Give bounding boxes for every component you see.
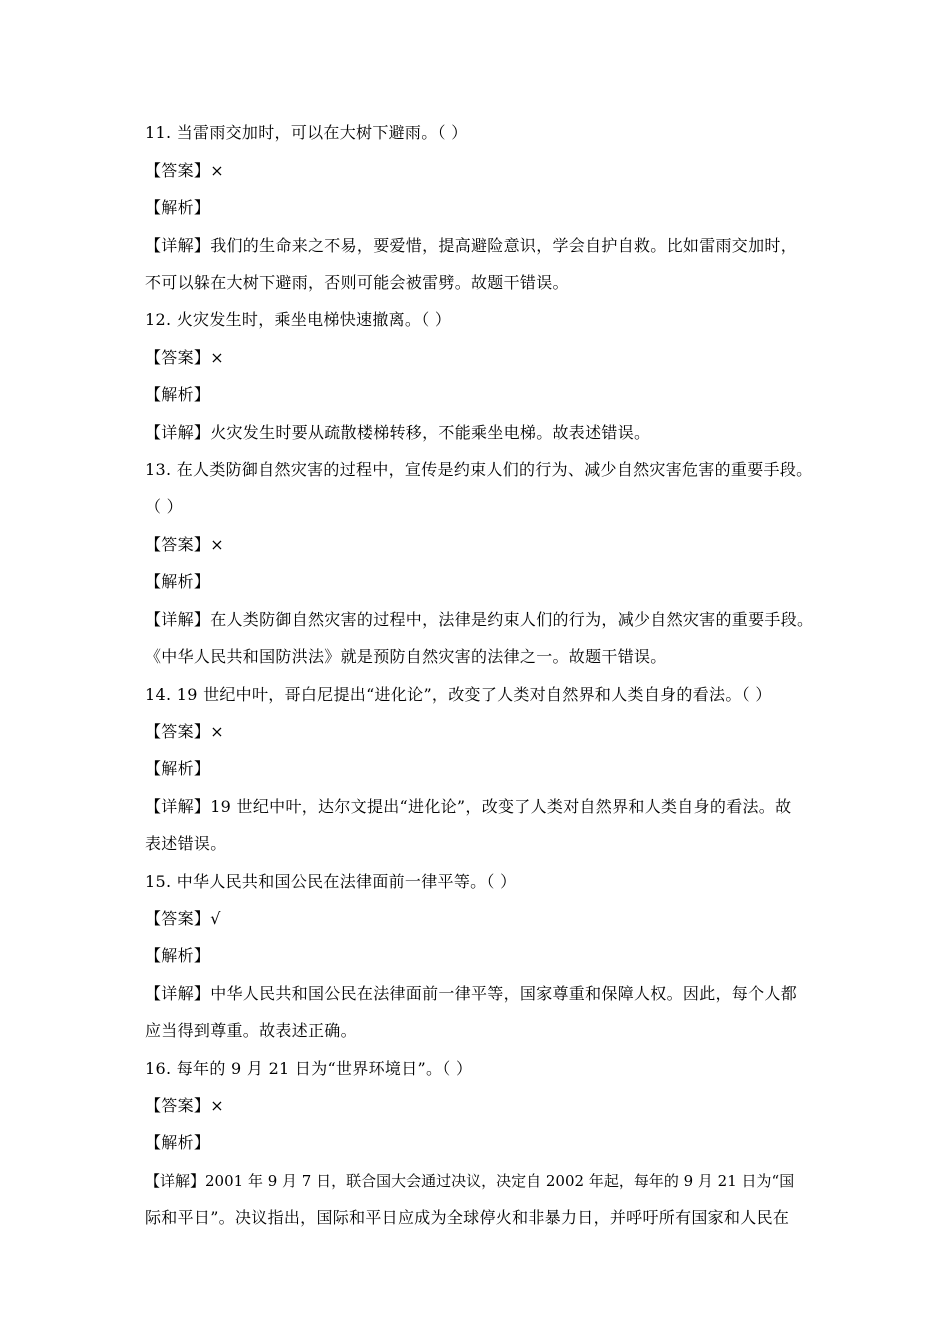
answer-16 bbox=[145, 1094, 815, 1118]
answer-label: 【答案】 bbox=[145, 722, 211, 741]
detail-label: 【详解】 bbox=[145, 1172, 206, 1190]
question-15-text: 15. 中华人民共和国公民在法律面前一律平等。（ ） bbox=[145, 872, 517, 891]
detail-12-line-1 bbox=[145, 421, 815, 445]
analysis-13-label: 【解析】 bbox=[145, 572, 211, 591]
answer-13 bbox=[145, 533, 815, 557]
answer-value: × bbox=[210, 161, 224, 180]
question-13-text: 13. 在人类防御自然灾害的过程中，宣传是约束人们的行为、减少自然灾害危害的重要手段。 bbox=[145, 460, 813, 479]
detail-15-line-1 bbox=[145, 982, 815, 1006]
detail-label: 【详解】 bbox=[145, 236, 211, 255]
detail-text: 火灾发生时要从疏散楼梯转移，不能乘坐电梯。故表述错误。 bbox=[210, 423, 651, 442]
analysis-16-label: 【解析】 bbox=[145, 1133, 211, 1152]
answer-label: 【答案】 bbox=[145, 161, 211, 180]
analysis-12-label: 【解析】 bbox=[145, 385, 211, 404]
detail-11-line-1 bbox=[145, 234, 815, 258]
detail-label: 【详解】 bbox=[145, 423, 211, 442]
analysis-14-label: 【解析】 bbox=[145, 759, 211, 778]
detail-14-line-2: 表述错误。 bbox=[145, 834, 227, 853]
detail-label: 【详解】 bbox=[145, 610, 211, 629]
answer-11 bbox=[145, 159, 815, 183]
question-12-text: 12. 火灾发生时，乘坐电梯快速撤离。（ ） bbox=[145, 310, 452, 329]
answer-value: × bbox=[210, 535, 224, 554]
detail-15-line-2: 应当得到尊重。故表述正确。 bbox=[145, 1021, 357, 1040]
detail-label: 【详解】 bbox=[145, 797, 211, 816]
analysis-15-label: 【解析】 bbox=[145, 946, 211, 965]
detail-label: 【详解】 bbox=[145, 984, 211, 1003]
question-11-text: 11. 当雷雨交加时，可以在大树下避雨。（ ） bbox=[145, 123, 468, 142]
detail-16-line-2: 际和平日”。决议指出，国际和平日应成为全球停火和非暴力日，并呼吁所有国家和人民在 bbox=[145, 1208, 790, 1227]
question-16-text: 16. 每年的 9 月 21 日为“世界环境日”。（ ） bbox=[145, 1059, 473, 1078]
detail-16-line-1 bbox=[145, 1169, 815, 1193]
answer-label: 【答案】 bbox=[145, 535, 211, 554]
answer-14 bbox=[145, 720, 815, 744]
detail-13-line-1 bbox=[145, 608, 815, 632]
detail-14-line-1 bbox=[145, 795, 815, 819]
answer-12 bbox=[145, 346, 815, 370]
answer-label: 【答案】 bbox=[145, 348, 211, 367]
detail-text: 在人类防御自然灾害的过程中，法律是约束人们的行为，减少自然灾害的重要手段。 bbox=[210, 610, 814, 629]
answer-value: × bbox=[210, 722, 224, 741]
answer-value: × bbox=[210, 348, 224, 367]
analysis-11-label: 【解析】 bbox=[145, 198, 211, 217]
answer-15 bbox=[145, 907, 815, 931]
detail-text: 19 世纪中叶，达尔文提出“进化论”，改变了人类对自然界和人类自身的看法。故 bbox=[210, 797, 792, 816]
question-13-text-line-2: （ ） bbox=[145, 497, 183, 516]
detail-text: 我们的生命来之不易，要爱惜，提高避险意识，学会自护自救。比如雷雨交加时， bbox=[210, 236, 798, 255]
detail-text: 2001 年 9 月 7 日，联合国大会通过决议，决定自 2002 年起，每年的 9 月 21 日为“国 bbox=[205, 1172, 795, 1190]
detail-text: 中华人民共和国公民在法律面前一律平等，国家尊重和保障人权。因此，每个人都 bbox=[210, 984, 798, 1003]
answer-label: 【答案】 bbox=[145, 1096, 211, 1115]
answer-label: 【答案】 bbox=[145, 909, 211, 928]
detail-11-line-2: 不可以躲在大树下避雨，否则可能会被雷劈。故题干错误。 bbox=[145, 273, 569, 292]
detail-13-line-2: 《中华人民共和国防洪法》就是预防自然灾害的法律之一。故题干错误。 bbox=[145, 647, 667, 666]
answer-value: √ bbox=[210, 909, 221, 928]
question-14-text: 14. 19 世纪中叶，哥白尼提出“进化论”，改变了人类对自然界和人类自身的看法。（ ） bbox=[145, 685, 772, 704]
answer-value: × bbox=[210, 1096, 224, 1115]
